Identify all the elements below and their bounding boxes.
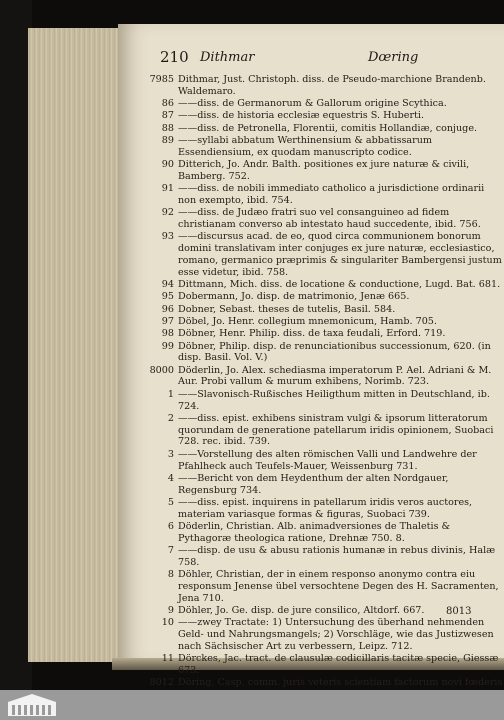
page-number: 210 (160, 48, 189, 66)
entry-number: 11 (161, 653, 174, 665)
entry-text: ——diss. de historia ecclesiæ equestris S. Huberti. (178, 110, 424, 122)
entry-number: 7 (167, 545, 174, 557)
entry-number: 92 (161, 207, 174, 219)
running-head-right: Dœring (368, 50, 419, 65)
entry-number: 1 (167, 388, 174, 400)
entry-text: ——Bericht von dem Heydenthum der alten Nordgauer, Regensburg 734. (178, 472, 449, 496)
bibliography-entry (146, 497, 504, 521)
entry-text: Dobner, Sebast. theses de tutelis, Basil. 584. (178, 303, 396, 315)
entry-text: Döhler, Christian, der in einem responso anonymo contra eiu responsum Jenense übel versochtene Degen des H. Sacramenten, Jena 710. (178, 569, 499, 604)
bibliography-entry (146, 569, 504, 604)
entry-text: Döderlin, Jo. Alex. schediasma imperatorum P. Ael. Adriani & M. Aur. Probi vallum & murum exhibens, Norimb. 723. (178, 364, 492, 388)
entry-number: 99 (161, 340, 174, 352)
bibliography-entry (146, 183, 504, 207)
running-head-left: Dithmar (200, 50, 255, 65)
bibliography-entry (146, 135, 504, 159)
bibliography-entry (146, 521, 504, 545)
entry-number: 8000 (149, 364, 174, 376)
entry-number: 2 (167, 412, 174, 424)
entry-text: Döbner, Philip. disp. de renunciationibus successionum, 620. (in disp. Basil. Vol. V.) (178, 340, 491, 364)
entry-number: 95 (161, 291, 174, 303)
bibliography-entry (146, 291, 504, 303)
bibliography-entry (146, 110, 504, 122)
entry-text: Dobermann, Jo. disp. de matrimonio, Jenæ 665. (178, 291, 410, 303)
bibliography-entry (146, 159, 504, 183)
entry-text: ——diss. epist. exhibens sinistram vulgi & ipsorum litteratorum quorundam de generatione patellarum iridis opinionem, Suobaci 728. rec. ibid. 739. (178, 412, 494, 448)
entry-number: 93 (161, 231, 174, 243)
entry-text: Döhler, Jo. Ge. disp. de jure consilico, Altdorf. 667. (178, 605, 425, 617)
entry-text: ——diss. de nobili immediato catholico a jurisdictione ordinarii non exempto, ibid. 754. (178, 183, 485, 206)
entry-number: 88 (161, 122, 174, 134)
bibliography-entry (146, 231, 504, 278)
bibliography-entry (146, 341, 504, 365)
bibliography-entry (146, 304, 504, 316)
bibliography-entry (146, 328, 504, 340)
entry-text: Ditterich, Jo. Andr. Balth. positiones ex jure naturæ & civili, Bamberg. 752. (178, 159, 470, 182)
entry-number: 10 (161, 617, 174, 629)
entry-text: Döring, Casp. comm. juris veteris scientiam factorum novi fœderis (178, 677, 503, 689)
entry-number: 96 (161, 303, 174, 315)
bibliography-entry (146, 449, 504, 473)
entry-text: Döbner, Henr. Philip. diss. de taxa feudali, Erford. 719. (178, 328, 446, 340)
entry-number: 89 (161, 134, 174, 146)
bibliography-entry (146, 207, 504, 231)
catchword: 8013 (446, 606, 472, 617)
bibliography-entry (146, 316, 504, 328)
entry-text: ——diss. de Judæo fratri suo vel consanguineo ad fidem christianam converso ab intestato haud succedente, ibid. 756. (178, 207, 481, 231)
entry-number: 98 (161, 328, 174, 340)
bibliography-entry (146, 653, 504, 677)
entry-number: 91 (161, 183, 174, 195)
running-header (160, 48, 504, 72)
entry-text: ——Slavonisch-Rußisches Heiligthum mitten in Deutschland, ib. 724. (178, 388, 490, 412)
entry-number: 86 (161, 98, 174, 110)
entry-number: 97 (161, 315, 174, 327)
entry-number: 7985 (149, 74, 174, 85)
entry-number: 90 (161, 159, 174, 171)
bibliography-entry (146, 123, 504, 135)
entry-text: ——zwey Tractate: 1) Untersuchung des überhand nehmenden Geld- und Nahrungsmangels; 2) Vorschläge, wie das Justizwesen nach Sächsischer Art zu verbessern, Leipz. 712. (178, 617, 494, 652)
bibliography-entry (146, 545, 504, 569)
bibliography-entry (146, 98, 504, 110)
bibliography-entry (146, 365, 504, 389)
viewer-bottom-bar (0, 690, 504, 720)
bibliography-entry (146, 74, 504, 98)
entry-number: 6 (167, 520, 174, 532)
entry-text: Dithmar, Just. Christoph. diss. de Pseudo-marchione Brandenb. Waldemaro. (178, 74, 486, 97)
bibliography-entry (146, 389, 504, 413)
entry-number: 3 (167, 448, 174, 460)
bibliography-entry (146, 473, 504, 497)
entry-number: 9 (167, 605, 174, 617)
entry-text: ——syllabi abbatum Werthinensium & abbatissarum Essendiensium, ex quodam manuscripto codice. (178, 134, 433, 158)
bibliography-entry (146, 617, 504, 652)
entry-text: Dittmann, Mich. diss. de locatione & conductione, Lugd. Bat. 681. (178, 279, 501, 291)
entry-number: 8012 (149, 677, 174, 689)
entry-number: 87 (161, 110, 174, 122)
entry-text: Döbel, Jo. Henr. collegium mnemonicum, Hamb. 705. (178, 315, 437, 327)
entry-text: ——disp. de usu & abusu rationis humanæ in rebus divinis, Halæ 758. (178, 545, 496, 568)
entry-list (146, 74, 504, 689)
entry-number: 5 (167, 496, 174, 508)
page-edges (28, 28, 121, 662)
bibliography-entry (146, 413, 504, 448)
bibliography-entry (146, 279, 504, 291)
entry-number: 94 (161, 279, 174, 291)
entry-text: Dörckes, Jac. tract. de clausulæ codicillaris tacitæ specie, Giessæ 673. (178, 653, 499, 677)
library-building-icon (6, 692, 58, 718)
entry-text: ——discursus acad. de eo, quod circa communionem bonorum domini translativam inter conjuges ex jure naturæ, ecclesiastico, romano, germanico præprimis & singulariter Bambergensi justum esse videtur, ibid. 758. (178, 231, 502, 278)
entry-text: ——diss. de Petronella, Florentii, comitis Hollandiæ, conjuge. (178, 122, 478, 134)
entry-number: 8 (167, 569, 174, 581)
entry-number: 4 (167, 472, 174, 484)
entry-text: ——diss. de Germanorum & Gallorum origine Scythica. (178, 98, 447, 110)
entry-text: ——diss. epist. inquirens in patellarum iridis veros auctores, materiam variasque formas & figuras, Suobaci 739. (178, 496, 473, 520)
entry-text: ——Vorstellung des alten römischen Valli und Landwehre der Pfahlheck auch Teufels-Mauer, Weissenburg 731. (178, 448, 477, 472)
entry-text: Döderlin, Christian. Alb. animadversiones de Thaletis & Pythagoræ theologica ratione, Drehnæ 750. 8. (178, 520, 451, 544)
